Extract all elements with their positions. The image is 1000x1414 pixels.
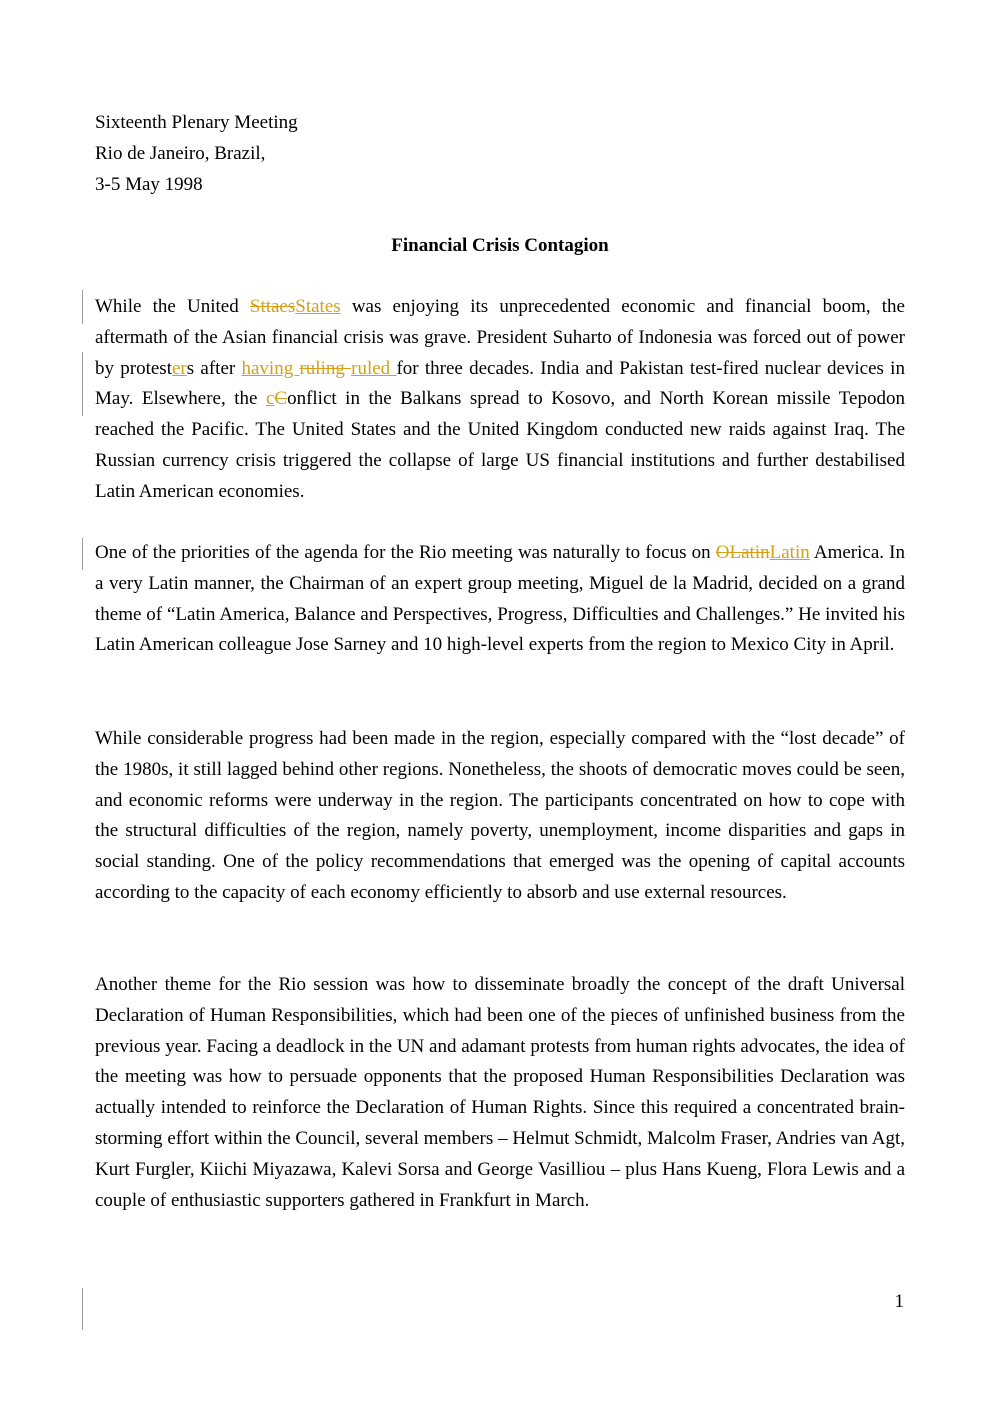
inserted-text: having	[241, 357, 300, 379]
meeting-name: Sixteenth Plenary Meeting	[95, 112, 298, 133]
inserted-text: States	[295, 296, 341, 317]
deleted-text: C	[274, 388, 288, 410]
inserted-text: c	[265, 388, 275, 410]
deleted-text: ruling	[299, 357, 352, 379]
paragraph-2	[95, 538, 905, 661]
deleted-text: Sttaes	[249, 296, 296, 317]
change-bar	[82, 290, 83, 324]
meeting-location: Rio de Janeiro, Brazil,	[95, 143, 266, 164]
text-run: America. In a very Latin manner, the Chairman of an expert group meeting, Miguel de la Madrid, decided on a grand theme of “Latin America, Balance and Perspectives, Progress, Difficulties and Challenges.” He invited his Latin American colleague Jose Sarney and 10 high-level experts from the region to Mexico City in April.	[95, 542, 905, 656]
text-run: One of the priorities of the agenda for the Rio meeting was naturally to focus on	[95, 542, 716, 563]
change-bar	[82, 352, 83, 416]
text-run: While the United	[95, 296, 250, 317]
inserted-text: er	[171, 357, 187, 379]
text-run: was enjoying its unprecedented economic and financial boom, the aftermath of the Asian financial crisis was grave. President Suharto of Indonesia was forced out of power by protest	[95, 296, 905, 379]
change-bar	[82, 1288, 83, 1330]
meeting-dates: 3-5 May 1998	[95, 174, 203, 195]
paragraph-1	[95, 292, 905, 508]
document-title: Financial Crisis Contagion	[391, 235, 609, 256]
paragraph-4: Another theme for the Rio session was how to disseminate broadly the concept of the draft Universal Declaration of Human Responsibilities, which had been one of the pieces of unfinished business from the previous year. Facing a deadlock in the UN and adamant protests from human rights advocates, the idea of the meeting was how to persuade opponents that the proposed Human Responsibilities Declaration was actually intended to reinforce the Declaration of Human Rights. Since this required a concentrated brain-storming effort within the Council, several members – Helmut Schmidt, Malcolm Fraser, Andries van Agt, Kurt Furgler, Kiichi Miyazawa, Kalevi Sorsa and George Vasilliou – plus Hans Kueng, Flora Lewis and a couple of enthusiastic supporters gathered in Frankfurt in March.	[95, 974, 905, 1211]
paragraph-3: While considerable progress had been made in the region, especially compared with the “lost decade” of the 1980s, it still lagged behind other regions. Nonetheless, the shoots of democratic moves could be seen, and economic reforms were underway in the region. The participants concentrated on how to cope with the structural difficulties of the region, namely poverty, unemployment, income disparities and gaps in social standing. One of the policy recommendations that emerged was the opening of capital accounts according to the capacity of each economy efficiently to absorb and use external resources.	[95, 728, 905, 903]
change-bar	[82, 538, 83, 570]
inserted-text: Latin	[769, 542, 810, 563]
deleted-text: OLatin	[715, 542, 770, 563]
meeting-header	[95, 107, 298, 200]
inserted-text: ruled	[351, 357, 397, 379]
text-run: onflict in the Balkans spread to Kosovo, and North Korean missile Tepodon reached the Pacific. The United States and the United Kingdom conducted new raids against Iraq. The Russian currency crisis triggered the collapse of large US financial institutions and further destabilised Latin American economies.	[95, 388, 905, 502]
text-run: for three decades. India and Pakistan test-fired nuclear devices in May. Elsewhere, the	[95, 357, 905, 410]
text-run: s after	[186, 357, 242, 379]
page-number: 1	[894, 1291, 904, 1312]
